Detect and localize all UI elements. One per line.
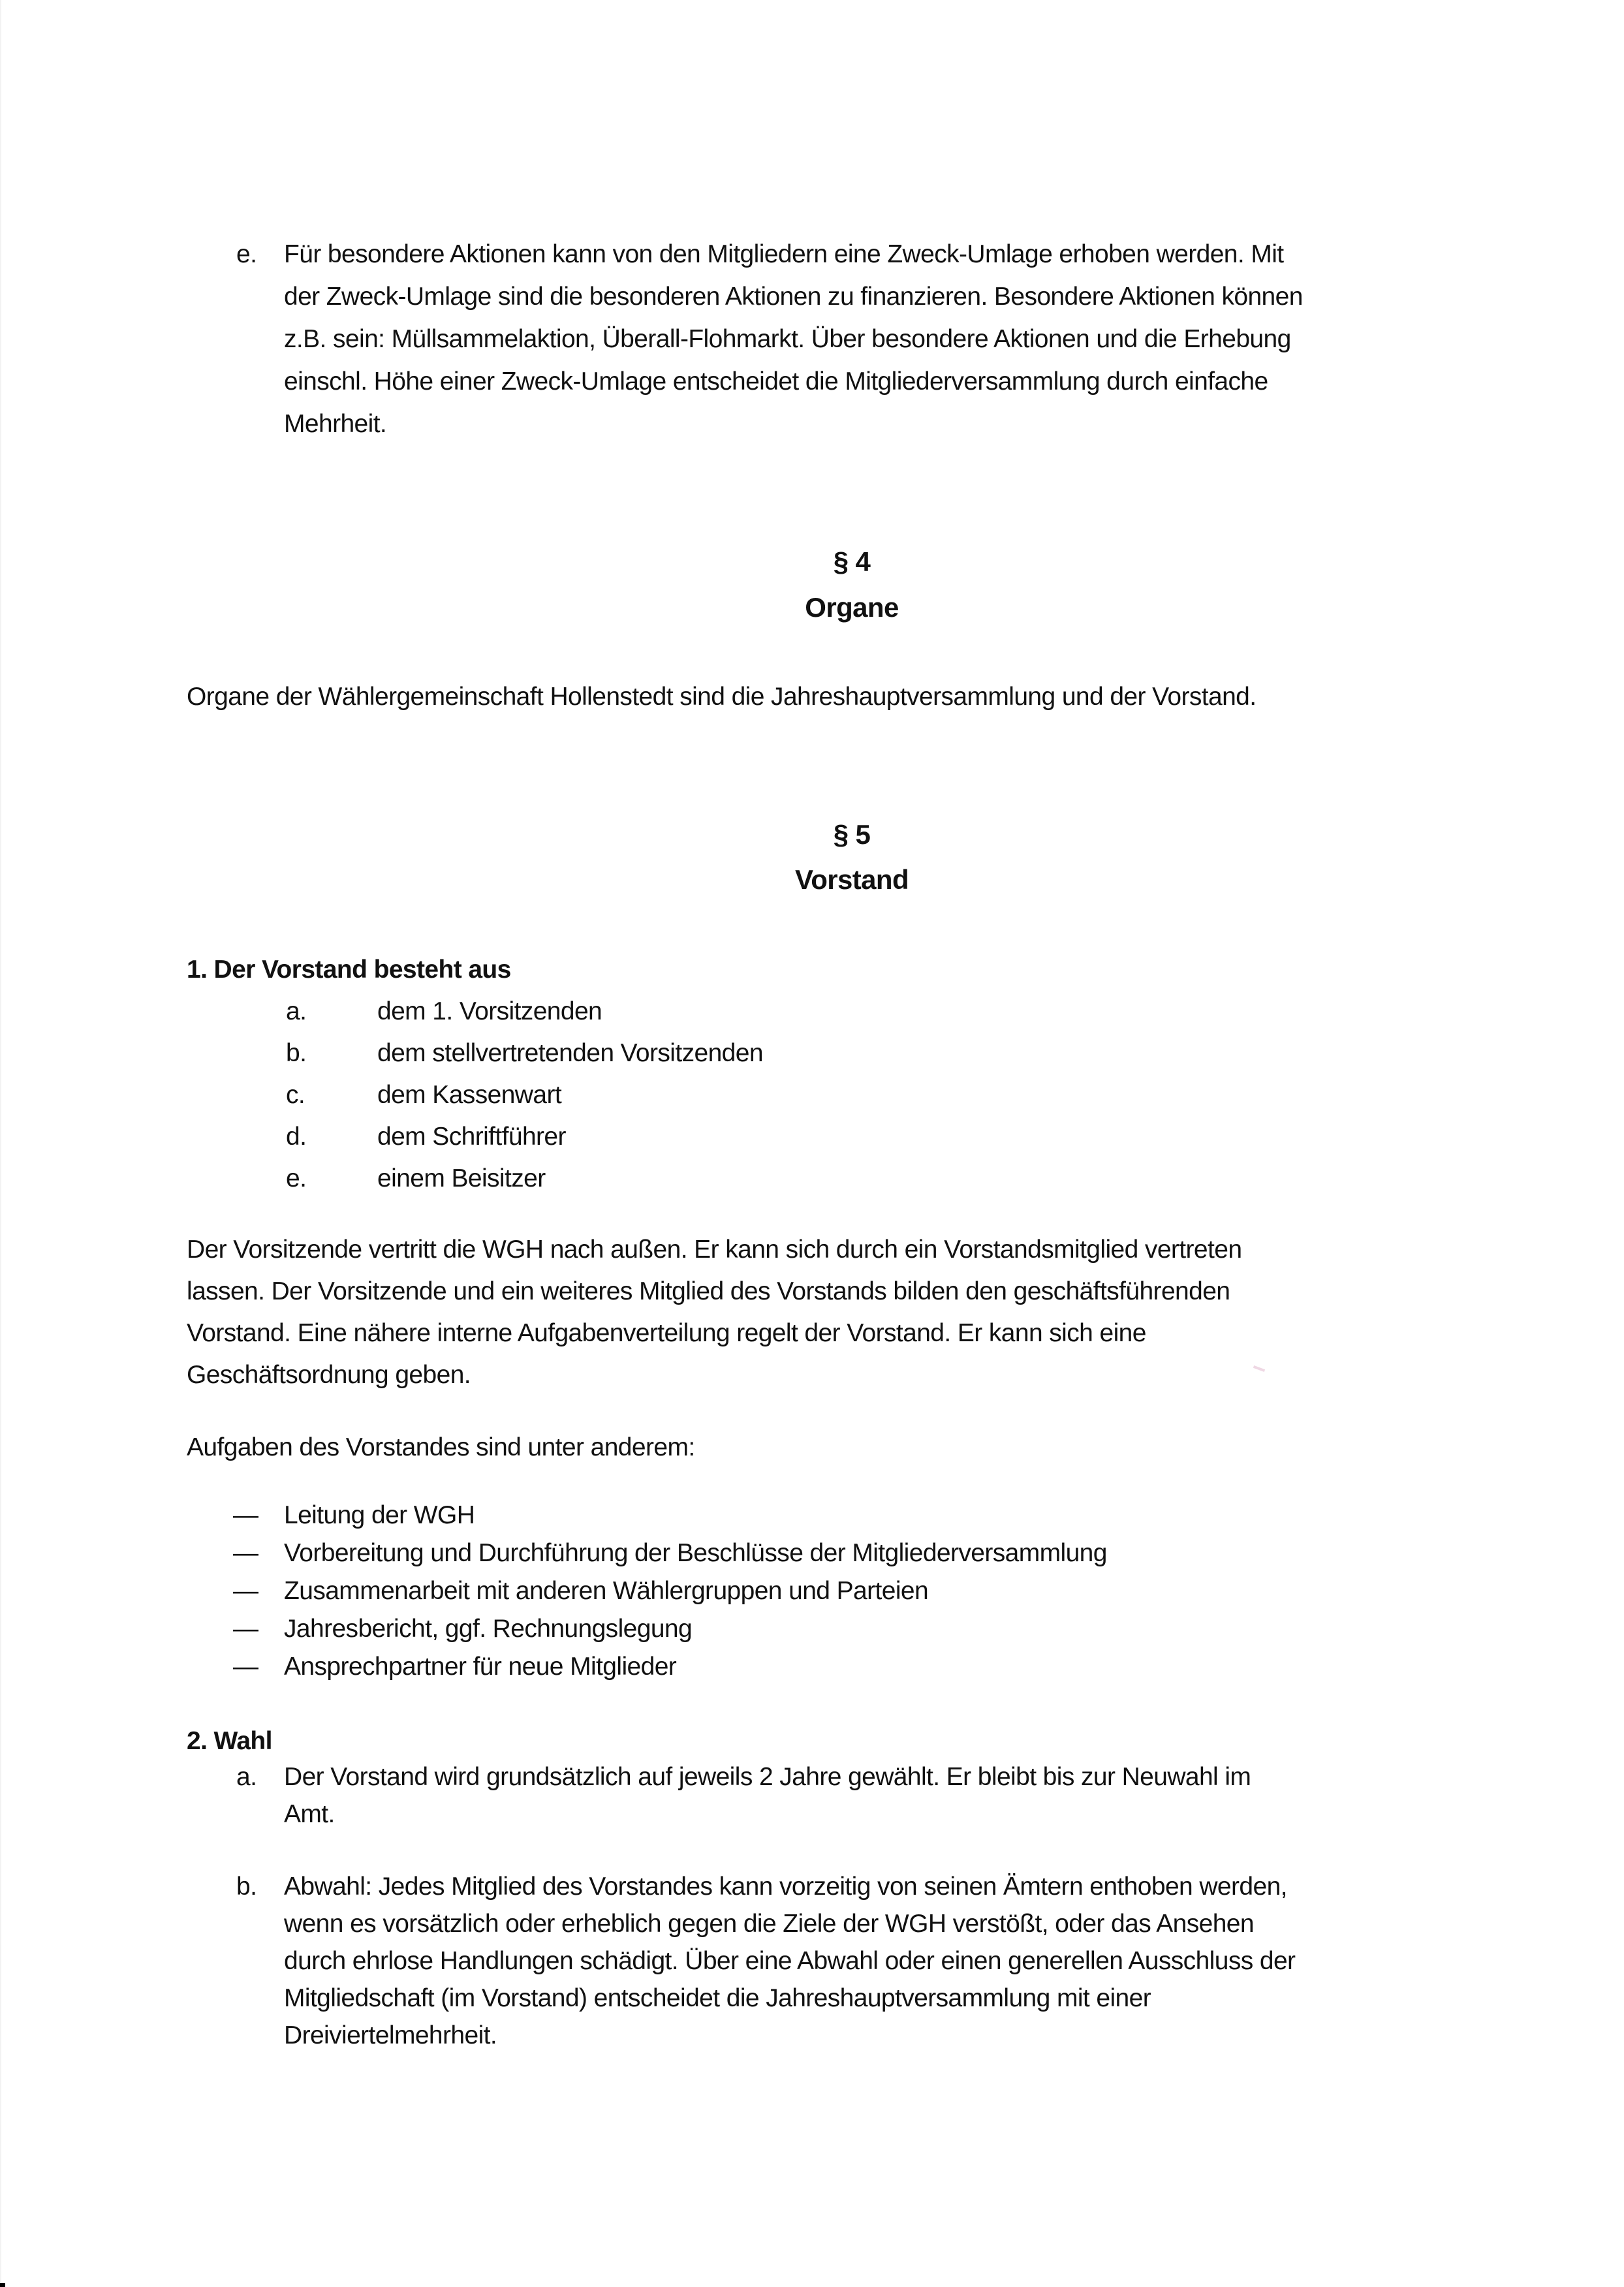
paragraph-line: Mitgliedschaft (im Vorstand) entscheidet die Jahreshauptversammlung mit einer: [284, 1984, 1151, 2012]
paragraph-line: z.B. sein: Müllsammelaktion, Überall-Flohmarkt. Über besondere Aktionen und die Erhebung: [284, 325, 1291, 353]
paragraph-line: Vorstand. Eine nähere interne Aufgabenverteilung regelt der Vorstand. Er kann sich eine: [187, 1319, 1146, 1347]
paragraph-line: lassen. Der Vorsitzende und ein weiteres Mitglied des Vorstands bilden den geschäftsführenden: [187, 1277, 1230, 1305]
section-title: Organe: [805, 592, 899, 623]
list-item: dem Schriftführer: [377, 1123, 566, 1151]
section-number: § 5: [833, 819, 871, 850]
paragraph-line: Für besondere Aktionen kann von den Mitgliedern eine Zweck-Umlage erhoben werden. Mit: [284, 240, 1284, 268]
dash-bullet: —: [233, 1501, 258, 1529]
paragraph-line: Der Vorstand wird grundsätzlich auf jeweils 2 Jahre gewählt. Er bleibt bis zur Neuwahl im: [284, 1763, 1251, 1791]
section-number: § 4: [833, 546, 871, 577]
subsection-heading: 1. Der Vorstand besteht aus: [187, 956, 511, 984]
paragraph-line: Abwahl: Jedes Mitglied des Vorstandes kann vorzeitig von seinen Ämtern enthoben werden,: [284, 1873, 1287, 1901]
paragraph-line: der Zweck-Umlage sind die besonderen Aktionen zu finanzieren. Besondere Aktionen können: [284, 283, 1303, 311]
list-item: dem stellvertretenden Vorsitzenden: [377, 1039, 763, 1067]
section-title: Vorstand: [794, 864, 909, 895]
list-marker: b.: [286, 1039, 307, 1067]
list-item: einem Beisitzer: [377, 1164, 546, 1192]
list-item: Ansprechpartner für neue Mitglieder: [284, 1653, 677, 1681]
dash-bullet: —: [233, 1653, 258, 1681]
list-marker: e.: [236, 240, 257, 268]
paragraph-line: Mehrheit.: [284, 410, 387, 438]
list-item: dem Kassenwart: [377, 1081, 562, 1109]
paragraph-line: Amt.: [284, 1800, 335, 1828]
paragraph-line: Dreiviertelmehrheit.: [284, 2021, 497, 2049]
paragraph-line: Der Vorsitzende vertritt die WGH nach außen. Er kann sich durch ein Vorstandsmitglied vertreten: [187, 1236, 1242, 1264]
list-marker: a.: [236, 1763, 257, 1791]
paragraph-line: einschl. Höhe einer Zweck-Umlage entscheidet die Mitgliederversammlung durch einfache: [284, 367, 1268, 396]
list-item: Jahresbericht, ggf. Rechnungslegung: [284, 1615, 693, 1643]
dash-bullet: —: [233, 1615, 258, 1643]
list-item: dem 1. Vorsitzenden: [377, 997, 602, 1025]
scan-artifact: [0, 2283, 5, 2287]
paragraph-line: durch ehrlose Handlungen schädigt. Über eine Abwahl oder einen generellen Ausschluss der: [284, 1947, 1296, 1975]
list-item: Vorbereitung und Durchführung der Beschlüsse der Mitgliederversammlung: [284, 1539, 1107, 1567]
dash-bullet: —: [233, 1539, 258, 1567]
list-marker: e.: [286, 1164, 307, 1192]
dash-bullet: —: [233, 1577, 258, 1605]
list-marker: d.: [286, 1123, 307, 1151]
list-item: Zusammenarbeit mit anderen Wählergruppen und Parteien: [284, 1577, 929, 1605]
list-item: Leitung der WGH: [284, 1501, 475, 1529]
paragraph-line: wenn es vorsätzlich oder erheblich gegen die Ziele der WGH verstößt, oder das Ansehen: [284, 1910, 1254, 1938]
scan-edge: [0, 0, 1, 2287]
paragraph-line: Geschäftsordnung geben.: [187, 1361, 471, 1389]
list-marker: a.: [286, 997, 307, 1025]
scan-smudge: [1253, 1365, 1265, 1372]
subsection-heading: 2. Wahl: [187, 1727, 272, 1755]
paragraph-line: Organe der Wählergemeinschaft Hollenstedt sind die Jahreshauptversammlung und der Vorstand.: [187, 683, 1257, 711]
paragraph-line: Aufgaben des Vorstandes sind unter anderem:: [187, 1433, 695, 1461]
list-marker: c.: [286, 1081, 305, 1109]
list-marker: b.: [236, 1873, 257, 1901]
